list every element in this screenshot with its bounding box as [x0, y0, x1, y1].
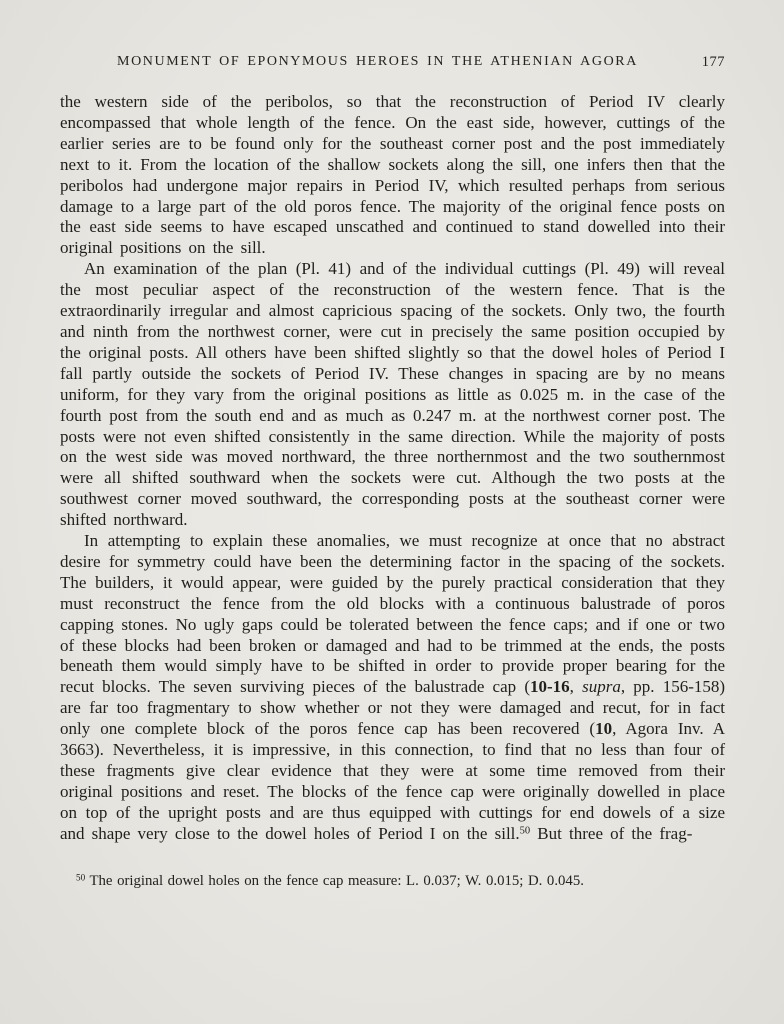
body-text [60, 92, 725, 845]
paragraph: In attempting to explain these anomalies, we must recognize at once that no abstract desire for symmetry could have been the determining factor in the spacing of the sockets. The builders, it would appear, were guided by the purely practical consideration that they must reconstruct the fence from the old blocks with a continuous balustrade of poros capping stones. No ugly gaps could be tolerated between the fence caps; and if one or two of these blocks had been broken or damaged and had to be trimmed at the ends, the posts beneath them would simply have to be shifted in order to provide proper bearing for the recut blocks. The seven surviving pieces of the balustrade cap (10-16, supra, pp. 156-158) are far too fragmentary to show whether or not they were damaged and recut, for in fact only one complete block of the poros fence cap has been recovered (10, Agora Inv. A 3663). Nevertheless, it is impressive, in this connection, to find that no less than four of these fragments give clear evidence that they were at some time removed from their original positions and reset. The blocks of the fence cap were originally dowelled in place on top of the upright posts and are thus equipped with cuttings for end dowels of a size and shape very close to the dowel holes of Period I on the sill.$^{50}$ But three of the frag- [60, 531, 726, 843]
paragraph: An examination of the plan (Pl. 41) and of the individual cuttings (Pl. 49) will reveal the most peculiar aspect of the reconstruction of the western fence. That is the extraordinarily irregular and almost capricious spacing of the sockets. Only two, the fourth and ninth from the northwest corner, were cut in precisely the same position occupied by the original posts. All others have been shifted slightly so that the dowel holes of Period I fall partly outside the sockets of Period IV. These changes in spacing are by no means uniform, for they vary from the original positions as little as 0.025 m. in the case of the fourth post from the south end and as much as 0.247 m. at the northwest corner post. The posts were not even shifted consistently in the same direction. While the majority of posts on the west side was moved northward, the three northernmost and the two southernmost were all shifted southward when the sockets were cut. Although the two posts at the southwest corner moved southward, the corresponding posts at the southeast corner were shifted northward. [60, 259, 725, 530]
page-number: 177 [701, 54, 725, 70]
page-header [60, 54, 725, 74]
running-title: MONUMENT OF EPONYMOUS HEROES IN THE ATHENIAN AGORA [117, 54, 638, 69]
footnote: $^{50}$ The original dowel holes on the fence cap measure: L. 0.037; W. 0.015; D. 0.045. [76, 872, 584, 889]
paragraph-continuation: the western side of the peribolos, so that the reconstruction of Period IV clearly encompassed that whole length of the fence. On the east side, however, cuttings of the earlier series are to be found only for the southeast corner post and the post immediately next to it. From the location of the shallow sockets along the sill, one infers then that the peribolos had undergone major repairs in Period IV, which resulted perhaps from serious damage to a large part of the old poros fence. The majority of the original fence posts on the east side seems to have escaped unscathed and continued to stand dowelled into their original positions on the sill. [60, 92, 725, 258]
